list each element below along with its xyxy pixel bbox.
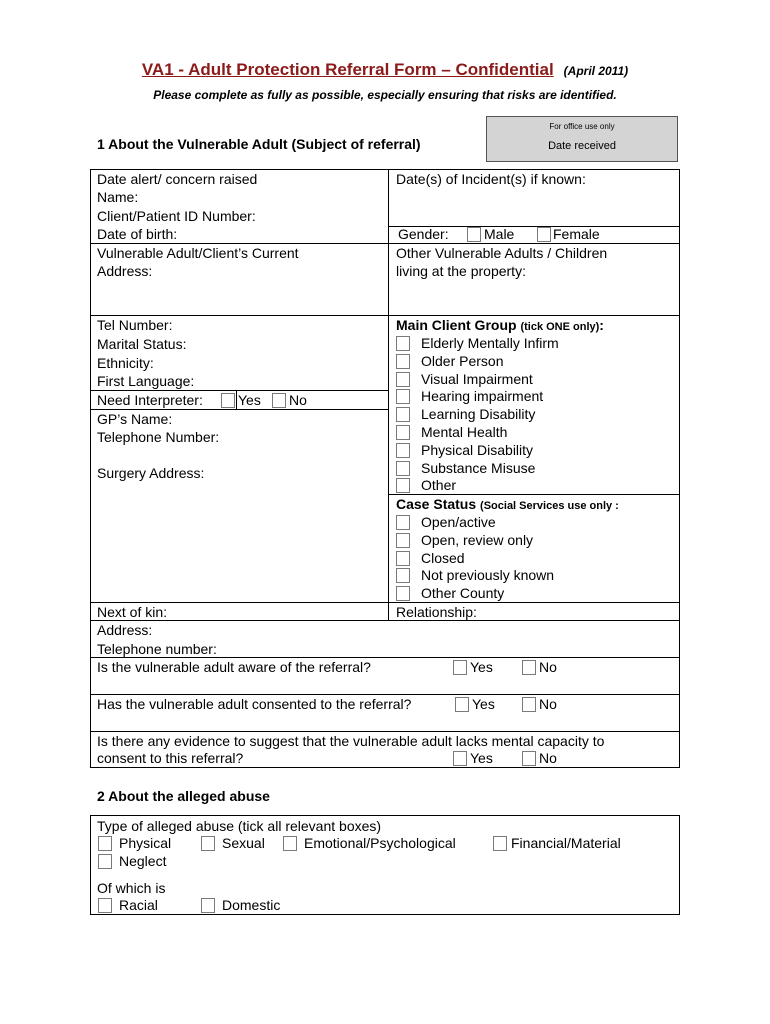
case-status-option-label: Other County [421, 585, 505, 602]
gender-male-checkbox[interactable] [467, 227, 481, 242]
of-which-label: Of which is [97, 880, 166, 896]
marital-label: Marital Status: [97, 336, 187, 352]
client-group-option-checkbox[interactable] [396, 389, 410, 404]
surgery-label: Surgery Address: [97, 465, 205, 481]
ethnicity-label: Ethnicity: [97, 355, 154, 371]
gp-name-label: GP’s Name: [97, 411, 173, 427]
office-use-label: For office use only [549, 122, 615, 131]
interpreter-yes-checkbox[interactable] [221, 393, 235, 408]
aware-no-label: No [539, 659, 557, 675]
client-group-title: Main Client Group [396, 317, 517, 333]
abuse-neglect-label: Neglect [119, 853, 167, 869]
case-status-option-label: Open, review only [421, 531, 534, 548]
client-group-option-checkbox[interactable] [396, 443, 410, 458]
aware-question: Is the vulnerable adult aware of the referral? [97, 659, 371, 675]
client-id-label: Client/Patient ID Number: [97, 208, 256, 224]
case-status-title-line [396, 496, 619, 515]
abuse-emotional-checkbox[interactable] [283, 836, 297, 851]
case-status-option-label: Open/active [421, 514, 496, 530]
relationship-label: Relationship: [396, 604, 477, 620]
consent-no-label: No [539, 696, 557, 712]
tel-label: Tel Number: [97, 317, 173, 333]
client-group-option-label: Elderly Mentally Infirm [421, 335, 559, 351]
client-group-option-checkbox[interactable] [396, 407, 410, 422]
abuse-emotional-label: Emotional/Psychological [304, 835, 456, 851]
language-label: First Language: [97, 373, 195, 389]
client-group-option-checkbox[interactable] [396, 425, 410, 440]
case-status-title: Case Status [396, 496, 477, 512]
client-group-option-label: Physical Disability [421, 441, 534, 458]
kin-address-label: Address: [97, 622, 153, 638]
client-group-option-checkbox[interactable] [396, 354, 410, 369]
capacity-no-checkbox[interactable] [522, 751, 536, 766]
other-adults-label-1: Other Vulnerable Adults / Children [396, 245, 608, 261]
case-status-option-checkbox[interactable] [396, 568, 410, 583]
client-group-title-line [396, 317, 604, 336]
case-status-option-label: Closed [421, 549, 465, 566]
next-of-kin-label: Next of kin: [97, 604, 168, 620]
abuse-neglect-checkbox[interactable] [98, 854, 112, 869]
client-group-note: (tick ONE only) [520, 321, 600, 333]
client-group-option-label: Older Person [421, 352, 504, 369]
abuse-physical-label: Physical [119, 835, 172, 851]
client-group-colon: : [599, 317, 604, 333]
capacity-question-2: consent to this referral? [97, 750, 244, 766]
dates-incident-label: Date(s) of Incident(s) if known: [396, 171, 586, 187]
office-use-box [486, 116, 678, 162]
client-group-option-checkbox[interactable] [396, 372, 410, 387]
client-group-option-label: Mental Health [421, 424, 508, 440]
client-group-option-checkbox[interactable] [396, 336, 410, 351]
section2-heading: 2 About the alleged abuse [97, 788, 270, 804]
abuse-domestic-label: Domestic [222, 897, 281, 913]
case-status-option-checkbox[interactable] [396, 533, 410, 548]
form-date: (April 2011) [563, 64, 629, 78]
form-title: VA1 - Adult Protection Referral Form – Confidential [141, 60, 554, 79]
interpreter-no-label: No [289, 392, 307, 408]
case-status-option-checkbox[interactable] [396, 515, 410, 530]
kin-tel-label: Telephone number: [97, 641, 217, 657]
address-label-1: Vulnerable Adult/Client’s Current [97, 245, 299, 261]
abuse-financial-label: Financial/Material [511, 835, 621, 851]
abuse-sexual-checkbox[interactable] [201, 836, 215, 851]
abuse-racial-checkbox[interactable] [98, 898, 112, 913]
address-label-2: Address: [97, 263, 153, 279]
section1-heading: 1 About the Vulnerable Adult (Subject of referral) [97, 136, 421, 152]
date-alert-label: Date alert/ concern raised [97, 171, 258, 187]
abuse-physical-checkbox[interactable] [98, 836, 112, 851]
case-status-option-checkbox[interactable] [396, 586, 410, 601]
abuse-racial-label: Racial [119, 897, 158, 913]
abuse-domestic-checkbox[interactable] [201, 898, 215, 913]
form-instructions: Please complete as fully as possible, especially ensuring that risks are identified. [153, 88, 617, 102]
consent-no-checkbox[interactable] [522, 697, 536, 712]
client-group-option-label: Hearing impairment [421, 388, 544, 405]
aware-no-checkbox[interactable] [522, 660, 536, 675]
case-status-option-label: Not previously known [421, 567, 555, 584]
abuse-type-label: Type of alleged abuse (tick all relevant boxes) [97, 818, 382, 834]
consent-yes-label: Yes [472, 696, 495, 712]
client-group-option-label: Visual Impairment [421, 370, 533, 387]
form-title-line [0, 60, 770, 80]
abuse-financial-checkbox[interactable] [493, 836, 507, 851]
name-label: Name: [97, 189, 139, 205]
gender-female-label: Female [553, 226, 600, 242]
interpreter-label: Need Interpreter: [97, 392, 203, 408]
capacity-question-1: Is there any evidence to suggest that the vulnerable adult lacks mental capacity to [97, 733, 605, 749]
abuse-sexual-label: Sexual [222, 835, 265, 851]
gender-female-checkbox[interactable] [537, 227, 551, 242]
gp-tel-label: Telephone Number: [97, 429, 220, 445]
gender-male-label: Male [484, 226, 515, 242]
capacity-no-label: No [539, 750, 557, 766]
consent-yes-checkbox[interactable] [455, 697, 469, 712]
client-group-option-checkbox[interactable] [396, 478, 410, 493]
other-adults-label-2: living at the property: [396, 263, 526, 279]
capacity-yes-label: Yes [470, 750, 493, 766]
client-group-option-label: Other [421, 477, 457, 494]
case-status-option-checkbox[interactable] [396, 551, 410, 566]
aware-yes-checkbox[interactable] [453, 660, 467, 675]
dob-label: Date of birth: [97, 226, 178, 242]
consent-question: Has the vulnerable adult consented to the referral? [97, 696, 412, 712]
capacity-yes-checkbox[interactable] [453, 751, 467, 766]
date-received-label: Date received [548, 140, 616, 152]
gender-label: Gender: [398, 226, 449, 242]
case-status-note: (Social Services use only : [480, 500, 619, 512]
client-group-option-label: Substance Misuse [421, 459, 536, 476]
client-group-option-checkbox[interactable] [396, 461, 410, 476]
interpreter-yes-label: Yes [238, 392, 261, 408]
aware-yes-label: Yes [470, 659, 493, 675]
client-group-option-label: Learning Disability [421, 406, 536, 423]
interpreter-no-checkbox[interactable] [272, 393, 286, 408]
